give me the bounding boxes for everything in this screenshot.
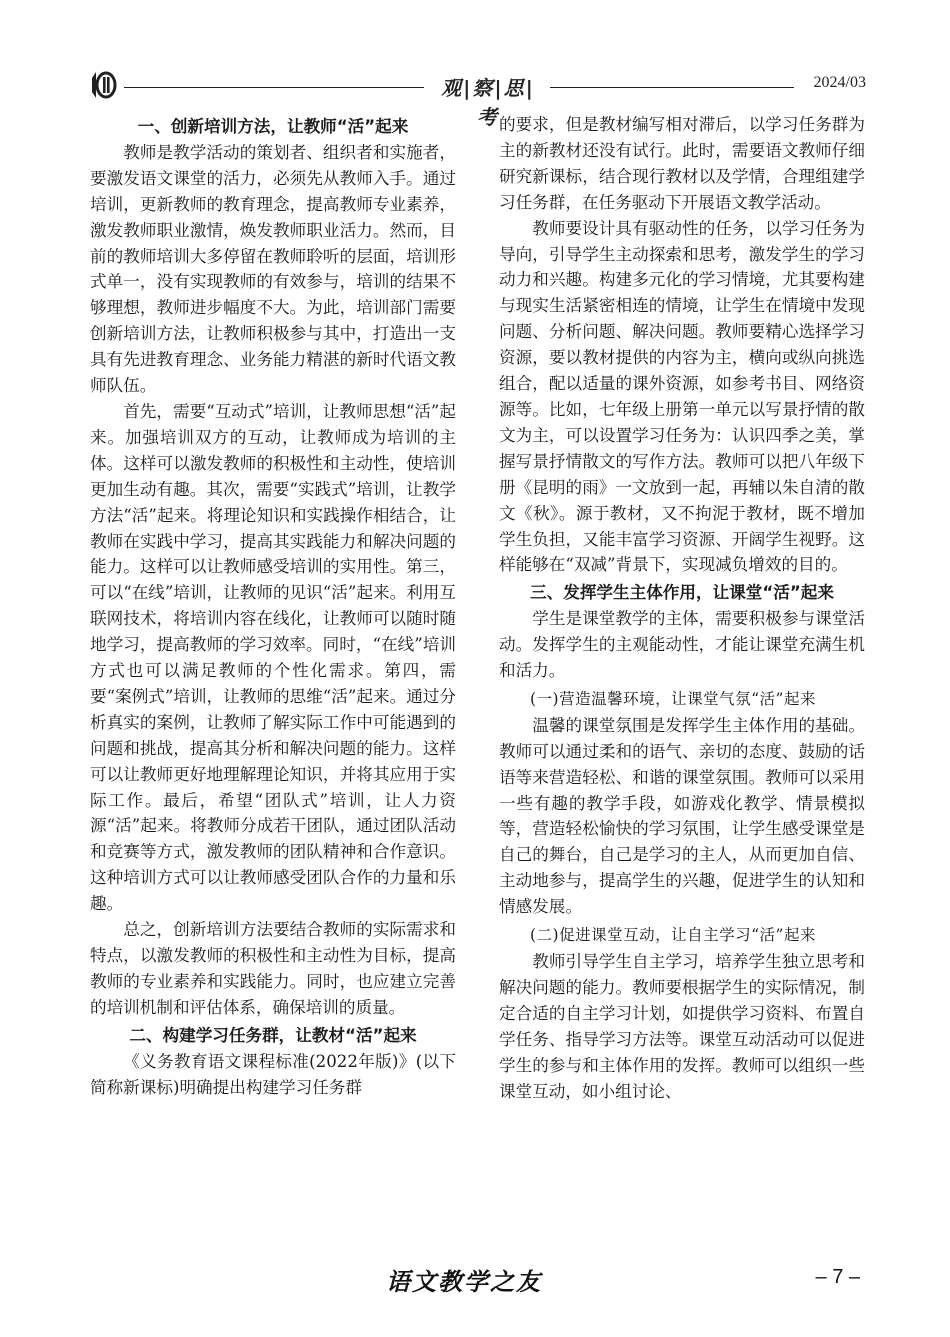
paragraph: 首先，需要“互动式”培训，让教师思想“活”起来。加强培训双方的互动，让教师成为培训的主体。这样可以激发教师的积极性和主动性，使培训更加生动有趣。其次，需要“实践式”培训，让教学方法“活”起来。将理论知识和实践操作相结合，让教师在实践中学习，提高其实践能力和解决问题的能力。这样可以让教师感受培训的实用性。第三，可以“在线”培训，让教师的见识“活”起来。利用互联网技术，将培训内容在线化，让教师可以随时随地学习，提高教师的学习效率。同时，“在线”培训方式也可以满足教师的个性化需求。第四，需要“案例式”培训，让教师的思维“活”起来。通过分析真实的案例，让教师了解实际工作中可能遇到的问题和挑战，提高其分析和解决问题的能力。这样可以让教师更好地理解理论知识，并将其应用于实际工作。最后，希望“团队式”培训，让人力资源“活”起来。将教师分成若干团队，通过团队活动和竞赛等方式，激发教师的团队精神和合作意识。这种培训方式可以让教师感受团队合作的力量和乐趣。 [90, 401, 456, 914]
journal-logo-icon [90, 70, 120, 100]
paragraph-continued: 的要求，但是教材编写相对滞后，以学习任务群为主的新教材还没有试行。此时，需要语文教师仔细研究新课标，结合现行教材以及学情，合理组建学习任务群，在任务驱动下开展语文教学活动。 [499, 115, 865, 212]
right-column [499, 112, 865, 1104]
section-heading-3: 三、发挥学生主体作用，让课堂“活”起来 [530, 583, 834, 603]
journal-name: 语文教学之友 [386, 1267, 542, 1296]
subheading-2: (二)促进课堂互动，让自主学习“活”起来 [530, 926, 816, 945]
subheading-1: (一)营造温馨环境，让课堂气氛“活”起来 [530, 689, 816, 708]
header-rule-left [124, 87, 424, 88]
page-number: – 7 – [815, 1266, 860, 1288]
paragraph: 学生是课堂教学的主体，需要积极参与课堂活动。发挥学生的主观能动性，才能让课堂充满生机和活力。 [499, 609, 865, 681]
paragraph: 教师引导学生自主学习，培养学生独立思考和解决问题的能力。教师要根据学生的实际情况，制定合适的自主学习计划，如提供学习资料、布置自学任务、指导学习方法等。课堂互动活动可以促进学生的参与和主体作用的发挥。教师可以组织一些课堂互动，如小组讨论、 [499, 952, 865, 1101]
paragraph: 《义务教育语文课程标准(2022年版)》(以下简称新课标)明确提出构建学习任务群 [90, 1051, 456, 1097]
paragraph: 教师是教学活动的策划者、组织者和实施者，要激发语文课堂的活力，必须先从教师入手。通过培训，更新教师的教育理念，提高教师专业素养，激发教师职业激情，焕发教师职业活力。然而，目前的教师培训大多停留在教师聆听的层面，培训形式单一，没有实现教师的有效参与，培训的结果不够理想，教师进步幅度不大。为此，培训部门需要创新培训方法，让教师积极参与其中，打造出一支具有先进教育理念、业务能力精湛的新时代语文教师队伍。 [90, 142, 456, 396]
left-column [90, 112, 456, 1100]
section-heading-1: 一、创新培训方法，让教师“活”起来 [137, 117, 409, 136]
section-heading-2: 二、构建学习任务群，让教材“活”起来 [129, 1025, 417, 1045]
header-rule-right [550, 87, 794, 88]
paragraph: 总之，创新培训方法要结合教师的实际需求和特点，以激发教师的积极性和主动性为目标，提高教师的专业素养和实践能力。同时，也应建立完善的培训机制和评估体系，确保培训的质量。 [90, 920, 456, 1017]
section-title: 观|察|思|考 [441, 76, 535, 129]
paragraph: 温馨的课堂氛围是发挥学生主体作用的基础。教师可以通过柔和的语气、亲切的态度、鼓励的话语等来营造轻松、和谐的课堂氛围。教师可以采用一些有趣的教学手段，如游戏化教学、情景模拟等，营造轻松愉快的学习氛围，让学生感受课堂是自己的舞台，自己是学习的主人，从而更加自信、主动地参与，提高学生的兴趣，促进学生的认知和情感发展。 [499, 715, 865, 917]
issue-date: 2024/03 [813, 74, 866, 91]
paragraph: 教师要设计具有驱动性的任务，以学习任务为导向，引导学生主动探索和思考，激发学生的学习动力和兴趣。构建多元化的学习情境，尤其要构建与现实生活紧密相连的情境，让学生在情境中发现问题、分析问题、解决问题。教师要精心选择学习资源，要以教材提供的内容为主，横向或纵向挑选组合，配以适量的课外资源，如参考书目、网络资源等。比如，七年级上册第一单元以写景抒情的散文为主，可以设置学习任务为：认识四季之美，掌握写景抒情散文的写作方法。教师可以把八年级下册《昆明的雨》一文放到一起，再辅以朱自清的散文《秋》。源于教材，又不拘泥于教材，既不增加学生负担，又能丰富学习资源、开阔学生视野。这样能够在“双减”背景下，实现减负增效的目的。 [499, 218, 865, 575]
